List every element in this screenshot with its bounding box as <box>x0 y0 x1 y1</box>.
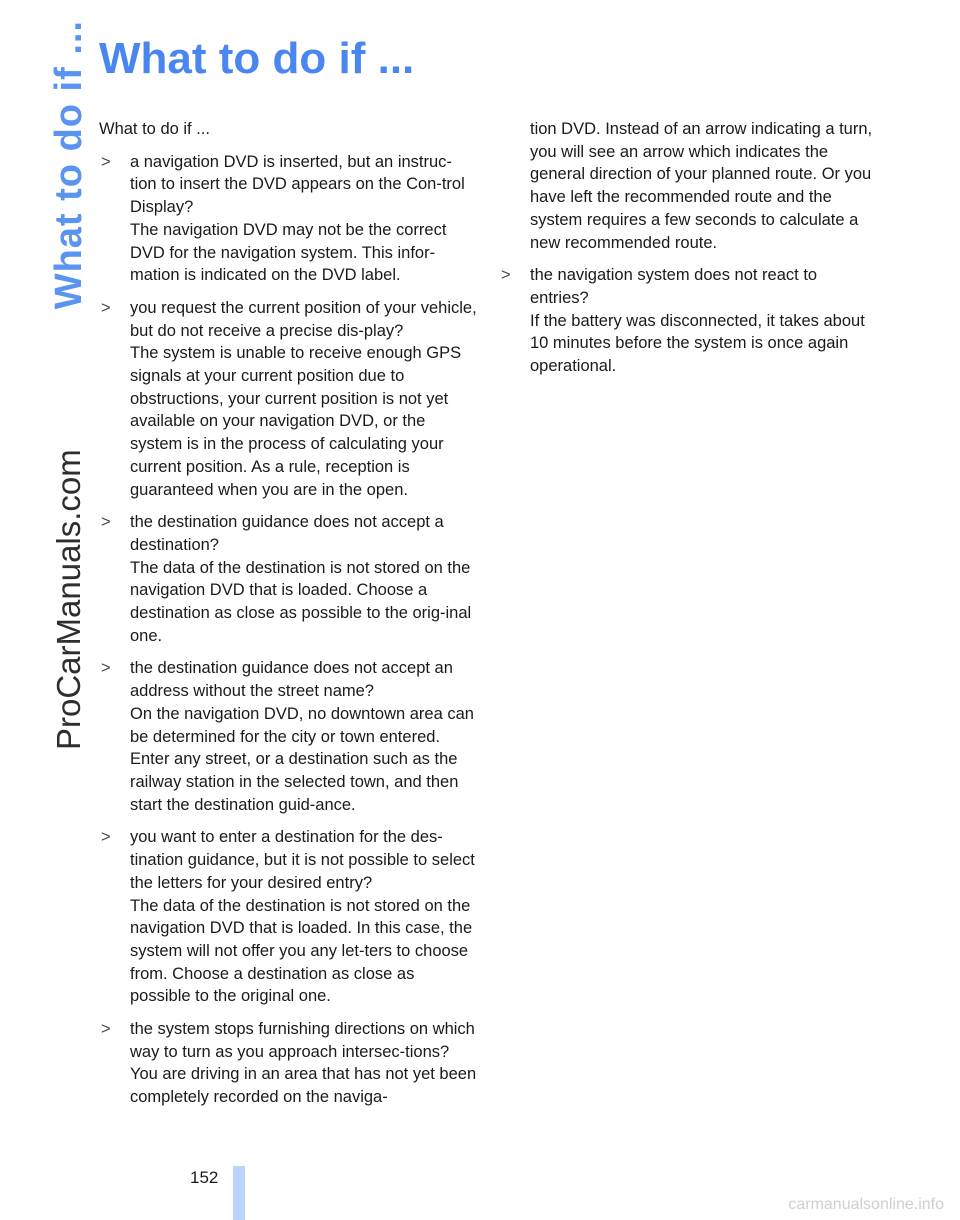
bullet-arrow-icon: > <box>101 513 111 532</box>
faq-question: you request the current position of your vehicle, but do not receive a precise dis-play? <box>130 298 477 340</box>
page-marker-bar <box>233 1166 245 1220</box>
faq-item <box>99 511 477 647</box>
faq-answer: The navigation DVD may not be the correct DVD for the navigation system. This infor-mation is indicated on the DVD label. <box>130 220 447 285</box>
faq-question: you want to enter a destination for the des-tination guidance, but it is not possible to select the letters for your desired entry? <box>130 828 475 892</box>
faq-question: the system stops furnishing directions on which way to turn as you approach intersec-tions? <box>130 1020 475 1061</box>
faq-answer: You are driving in an area that has not yet been completely recorded on the naviga- <box>130 1065 477 1107</box>
page-number: 152 <box>190 1168 219 1187</box>
faq-answer: If the battery was disconnected, it takes about 10 minutes before the system is once again operational. <box>530 311 865 376</box>
bullet-arrow-icon: > <box>101 298 111 317</box>
faq-question: the destination guidance does not accept an address without the street name? <box>130 659 453 701</box>
bullet-arrow-icon: > <box>101 152 111 171</box>
faq-answer-continuation: tion DVD. Instead of an arrow indicating a turn, you will see an arrow which indicates the general direction of your planned route. Or you have left the recommended route and the system requires a few seconds to calculate a new recommended route. <box>530 120 873 252</box>
chapter-side-title <box>0 0 90 330</box>
bullet-arrow-icon: > <box>501 266 511 285</box>
faq-answer: The data of the destination is not stored on the navigation DVD that is loaded. In this case, the system will not offer you any let-ters to choose from. Choose a destination as close as possible to the original one. <box>130 896 473 1006</box>
footer-watermark: carmanualsonline.info <box>788 1196 944 1213</box>
chapter-side-title-text: What to do if ... <box>48 20 90 310</box>
faq-item <box>99 826 477 1008</box>
faq-answer: On the navigation DVD, no downtown area can be determined for the city or town entered. Enter any street, or a destination such as the railway station in the selected town, and then start the destination guid-ance. <box>130 704 474 814</box>
faq-question: the navigation system does not react to entries? <box>530 266 818 307</box>
page-title: What to do if ... <box>99 34 415 83</box>
bullet-arrow-icon: > <box>101 1020 111 1039</box>
faq-answer: The data of the destination is not stored on the navigation DVD that is loaded. Choose a destination as close as possible to the orig-inal one. <box>130 558 472 645</box>
faq-item <box>99 297 477 501</box>
faq-answer: The system is unable to receive enough GPS signals at your current position due to obstructions, your current position is not yet available on your navigation DVD, or the system is in the process of calculating your current position. As a rule, reception is guaranteed when you are in the open. <box>130 344 462 499</box>
faq-item <box>99 1018 477 1109</box>
bullet-arrow-icon: > <box>101 659 111 678</box>
left-column <box>99 118 477 1119</box>
side-watermark: ProCarManuals.com <box>50 449 87 750</box>
intro-text: What to do if ... <box>99 120 210 138</box>
faq-item <box>99 657 477 816</box>
faq-item <box>499 264 877 378</box>
faq-item <box>99 151 477 287</box>
faq-question: the destination guidance does not accept a destination? <box>130 513 444 554</box>
bullet-arrow-icon: > <box>101 828 111 847</box>
right-column <box>499 118 877 388</box>
faq-question: a navigation DVD is inserted, but an instruc-tion to insert the DVD appears on the Con-trol Display? <box>130 152 465 217</box>
